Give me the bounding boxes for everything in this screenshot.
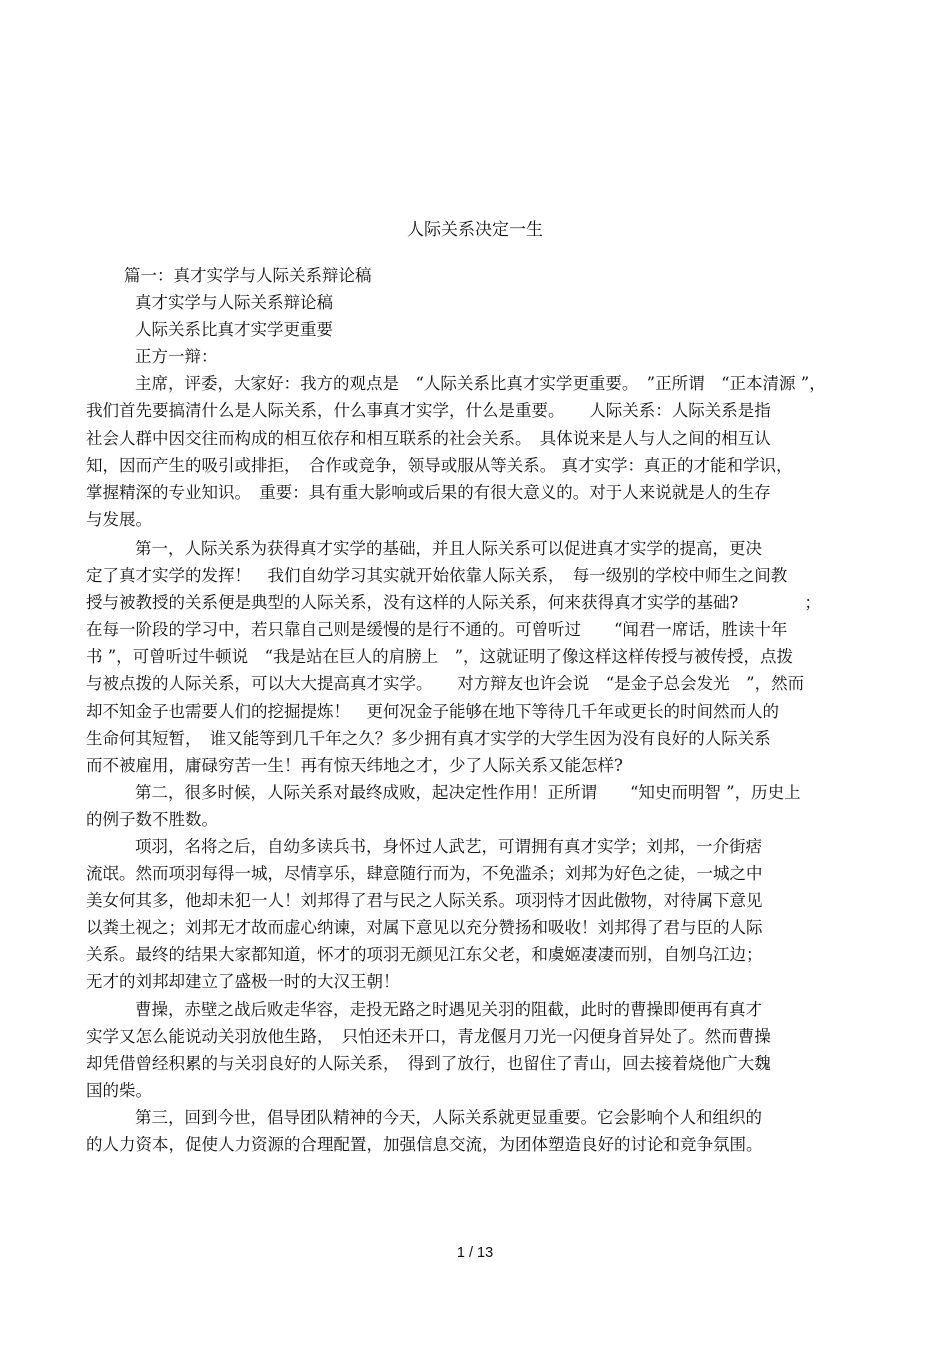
text-line: 的例子数不胜数。 [86,809,218,829]
speaker-label: 正方一辩： [135,347,218,367]
text-line: 第二，很多时候，人际关系对最终成败，起决定性作用！正所谓 “知史而明智 ”，历史上 [135,782,801,802]
text-line: 知，因而产生的吸引或排拒， 合作或竞争，领导或服从等关系。 真才实学：真正的才能和学识， [86,455,793,475]
text-line: 关系。最终的结果大家都知道，怀才的项羽无颜见江东父老，和虞姬凄凄而别，自刎乌江边； [86,945,763,965]
text-line: 定了真才实学的发挥！ 我们自幼学习其实就开始依靠人际关系， 每一级别的学校中师生之间教 [86,566,788,586]
text-line: 以粪土视之；刘邦无才故而虚心纳谏，对属下意见以充分赞扬和吸收！刘邦得了君与臣的人际 [86,918,763,938]
document-body [86,262,864,1158]
text-line: 书 ”，可曾听过牛顿说 “我是站在巨人的肩膀上 ”，这就证明了像这样这样传授与被传授，点拨 [86,647,794,667]
text-line: 授与被教授的关系便是典型的人际关系，没有这样的人际关系，何来获得真才实学的基础? ； [86,593,821,613]
debate-title: 真才实学与人际关系辩论稿 [135,293,333,313]
text-line: 第三，回到今世，倡导团队精神的今天，人际关系就更显重要。它会影响个人和组织的 [135,1107,762,1127]
text-line: 却不知金子也需要人们的挖掘提炼！ 更何况金子能够在地下等待几千年或更长的时间然而人的 [86,701,779,721]
text-line: 项羽，名将之后，自幼多读兵书，身怀过人武艺，可谓拥有真才实学；刘邦，一介街痞 [135,836,762,856]
text-line: 与发展。 [86,509,152,529]
section-heading: 篇一：真才实学与人际关系辩论稿 [124,266,372,285]
text-line: 主席，评委，大家好：我方的观点是 “人际关系比真才实学更重要。 ”正所谓 “正本清源 ”， [135,374,826,394]
text-line: 而不被雇用，庸碌穷苦一生！再有惊天纬地之才，少了人际关系又能怎样? [86,755,623,775]
text-line: 却凭借曾经积累的与关羽良好的人际关系， 得到了放行，也留住了青山，回去接着烧他广大魏 [86,1053,771,1073]
text-line: 流氓。然而项羽每得一城，尽情享乐，肆意随行而为，不免滥杀；刘邦为好色之徒，一城之中 [86,864,763,884]
document-title: 人际关系决定一生 [407,220,543,240]
debate-position: 人际关系比真才实学更重要 [135,320,333,340]
text-line: 在每一阶段的学习中，若只靠自己则是缓慢的是行不通的。可曾听过 “闻君一席话，胜读十年 [86,620,788,640]
text-line: 生命何其短暂， 谁又能等到几千年之久？多少拥有真才实学的大学生因为没有良好的人际关系 [86,728,771,748]
text-line: 曹操，赤壁之战后败走华容，走投无路之时遇见关羽的阻截，此时的曹操即便再有真才 [135,999,762,1019]
text-line: 掌握精深的专业知识。 重要：具有重大影响或后果的有很大意义的。对于人来说就是人的生存 [86,482,771,502]
text-line: 第一，人际关系为获得真才实学的基础，并且人际关系可以促进真才实学的提高，更决 [135,538,762,558]
page-number: 1 / 13 [456,1245,494,1261]
text-line: 国的柴。 [86,1080,152,1100]
text-line: 无才的刘邦却建立了盛极一时的大汉王朝！ [86,972,400,992]
text-line: 美女何其多，他却未犯一人！刘邦得了君与民之人际关系。项羽恃才因此傲物，对待属下意见 [86,891,763,911]
text-line: 我们首先要搞清什么是人际关系，什么事真才实学，什么是重要。 人际关系：人际关系是指 [86,401,771,421]
text-line: 实学又怎么能说动关羽放他生路， 只怕还未开口，青龙偃月刀光一闪便身首异处了。然而曹操 [86,1026,771,1046]
text-line: 与被点拨的人际关系，可以大大提高真才实学。 对方辩友也许会说 “是金子总会发光 ”，然而 [86,674,805,694]
text-line: 的人力资本，促使人力资源的合理配置，加强信息交流，为团体塑造良好的讨论和竞争氛围。 [86,1135,763,1154]
text-line: 社会人群中因交往而构成的相互依存和相互联系的社会关系。 具体说来是人与人之间的相互认 [86,428,771,448]
